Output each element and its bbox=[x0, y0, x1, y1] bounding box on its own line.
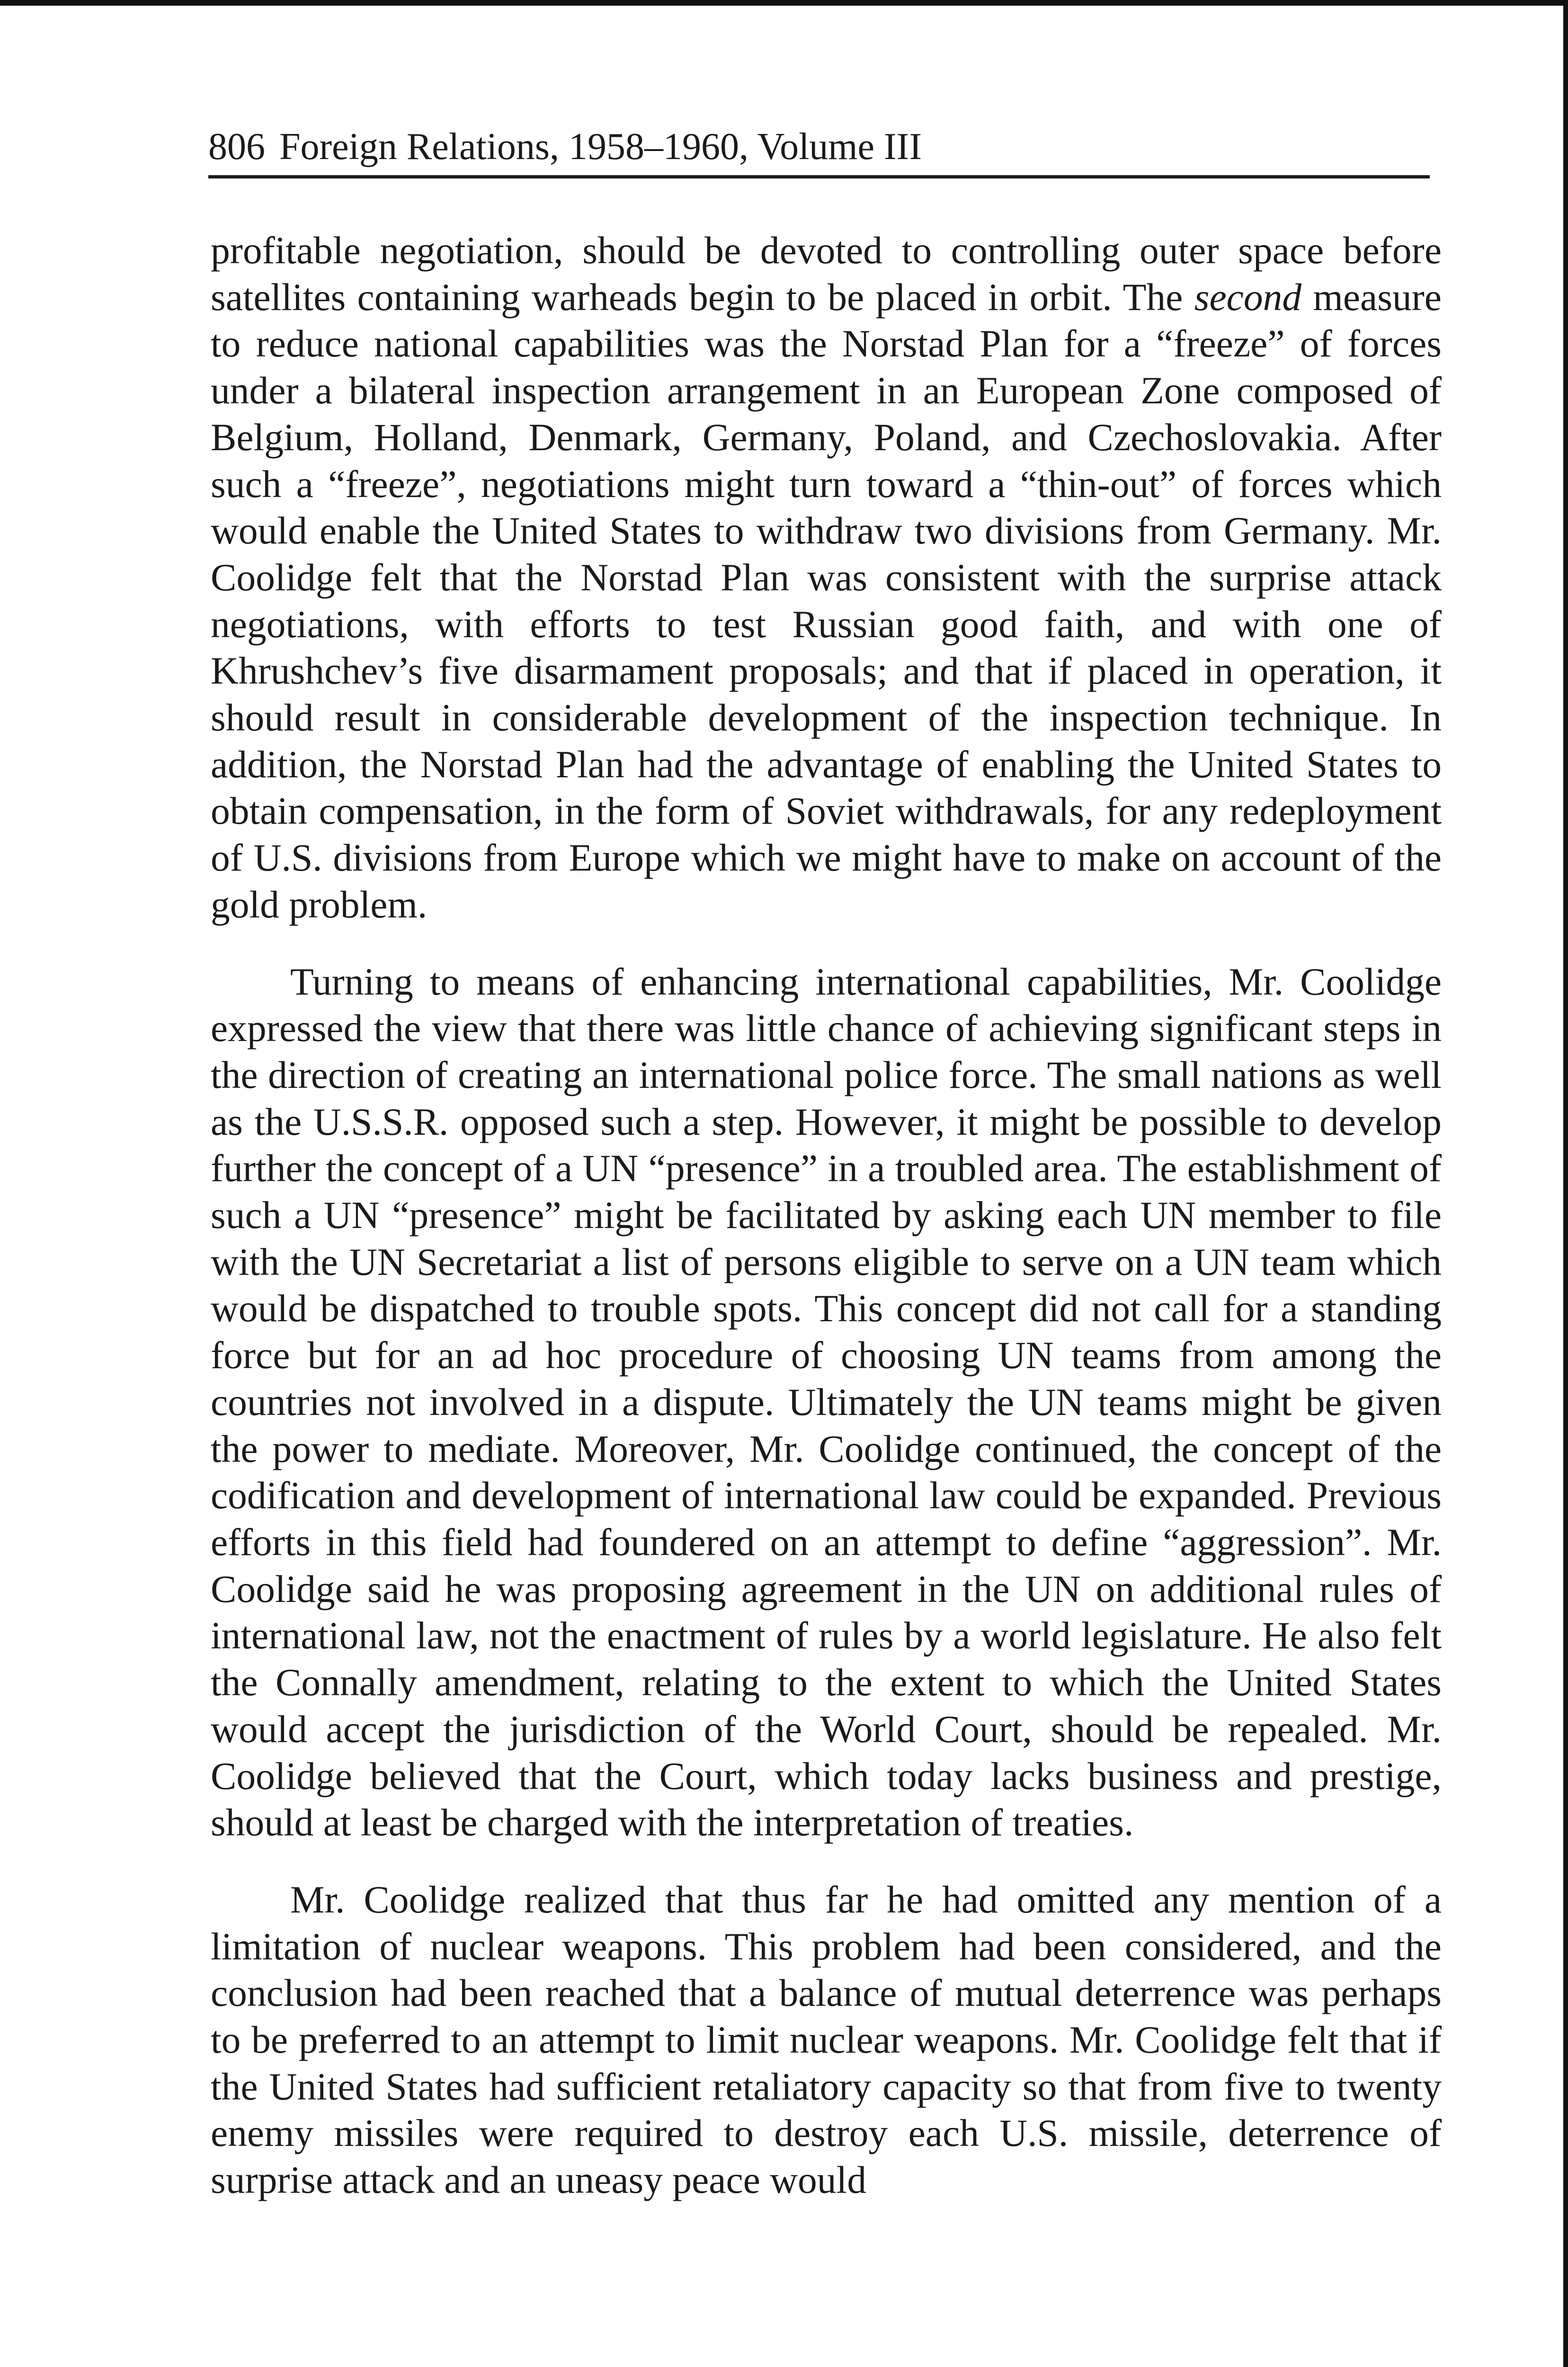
paragraph-1 bbox=[211, 227, 1442, 928]
header-line bbox=[208, 123, 922, 170]
paragraph-1-lead: profitable negotiation, should be devoted to controlling outer space before satellites containing warheads begin to be placed in orbit. The bbox=[211, 229, 1442, 319]
scan-right-border bbox=[1563, 0, 1568, 2367]
paragraph-2: Turning to means of enhancing international capabilities, Mr. Coolidge expressed the view that there was little chance of achieving significant steps in the direction of creating an international police force. The small nations as well as the U.S.S.R. opposed such a step. However, it might be possible to develop further the concept of a UN “presence” in a troubled area. The establishment of such a UN “presence” might be facilitated by asking each UN member to file with the UN Secretariat a list of persons eligible to serve on a UN team which would be dispatched to trouble spots. This concept did not call for a standing force but for an ad hoc procedure of choosing UN teams from among the countries not involved in a dispute. Ultimately the UN teams might be given the power to mediate. Moreover, Mr. Coolidge continued, the concept of the codification and development of international law could be expanded. Previous efforts in this field had foundered on an attempt to define “aggression”. Mr. Coolidge said he was proposing agreement in the UN on additional rules of international law, not the enactment of rules by a world legislature. He also felt the Connally amendment, relating to the extent to which the United States would accept the jurisdiction of the World Court, should be repealed. Mr. Coolidge believed that the Court, which today lacks business and prestige, should at least be charged with the interpretation of treaties. bbox=[211, 960, 1442, 1844]
running-header bbox=[208, 118, 1430, 178]
page-number: 806 bbox=[208, 126, 265, 168]
running-title: Foreign Relations, 1958–1960, Volume III bbox=[279, 126, 922, 168]
paragraph-1-emphasis: second bbox=[1194, 275, 1302, 319]
paragraph-3: Mr. Coolidge realized that thus far he had omitted any mention of a limitation of nuclear weapons. This problem had been considered, and the conclusion had been reached that a balance of mutual deterrence was perhaps to be preferred to an attempt to limit nuclear weapons. Mr. Coolidge felt that if the United States had sufficient retaliatory capacity so that from five to twenty enemy missiles were required to destroy each U.S. missile, deterrence of surprise attack and an uneasy peace would bbox=[211, 1878, 1442, 2202]
scan-top-border bbox=[0, 0, 1568, 6]
body-text bbox=[211, 227, 1442, 2204]
paragraph-1-rest: measure to reduce national capabilities was the Norstad Plan for a “freeze” of forces under a bilateral inspection arrangement in an European Zone composed of Belgium, Holland, Denmark, Germany, Poland, and Czechoslovakia. After such a “freeze”, negotiations might turn toward a “thin-out” of forces which would enable the United States to withdraw two divisions from Germany. Mr. Coolidge felt that the Norstad Plan was consistent with the surprise attack negotiations, with efforts to test Russian good faith, and with one of Khrushchev’s five disarmament proposals; and that if placed in operation, it should result in considerable development of the inspection technique. In addition, the Norstad Plan had the advantage of enabling the United States to obtain compensation, in the form of Soviet withdrawals, for any redeployment of U.S. divisions from Europe which we might have to make on account of the gold problem. bbox=[211, 275, 1442, 926]
